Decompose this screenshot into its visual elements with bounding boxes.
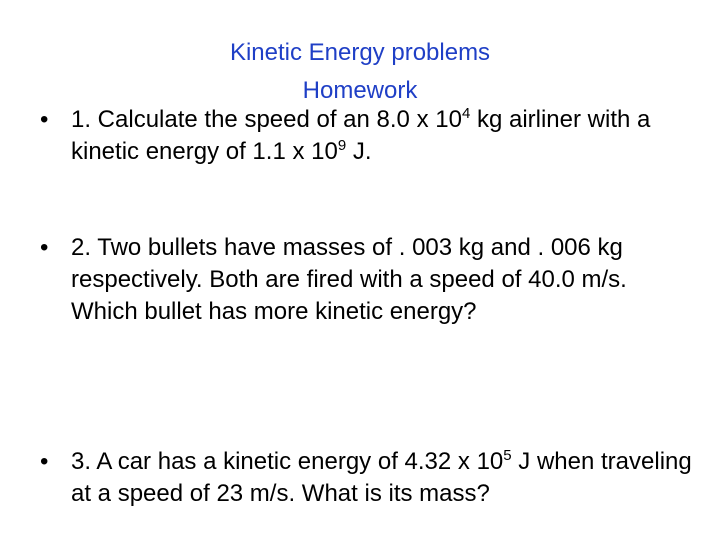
bullet-marker: • <box>40 448 49 475</box>
title-line-2: Homework <box>302 77 418 104</box>
problem-1-text <box>71 104 700 168</box>
title-line-1: Kinetic Energy problems <box>229 39 491 66</box>
problem-1-text-part-b: kg airliner with a kinetic energy of 1.1 x 10 <box>71 106 651 165</box>
bullet-marker: • <box>40 106 49 133</box>
bullet-marker: • <box>40 234 49 261</box>
problem-1-text-part-c: J. <box>346 138 372 165</box>
problem-3-text-part-a: 3. A car has a kinetic energy of 4.32 x 10 <box>71 448 504 475</box>
problem-1-text-part-a: 1. Calculate the speed of an 8.0 x 10 <box>71 106 462 133</box>
problem-1 <box>40 104 700 168</box>
problem-3 <box>40 446 700 510</box>
problem-3-text <box>71 446 700 510</box>
problem-3-exponent-a: 5 <box>503 447 512 464</box>
problem-2-text: 2. Two bullets have masses of . 003 kg and . 006 kg respectively. Both are fired with a speed of 40.0 m/s. Which bullet has more kinetic energy? <box>71 234 627 325</box>
problem-3-text-part-b: J when traveling at a speed of 23 m/s. What is its mass? <box>71 448 692 507</box>
problem-1-exponent-b: 9 <box>337 137 347 154</box>
slide-title <box>0 34 720 110</box>
problem-2 <box>40 232 700 328</box>
problem-1-exponent-a: 4 <box>461 105 471 122</box>
